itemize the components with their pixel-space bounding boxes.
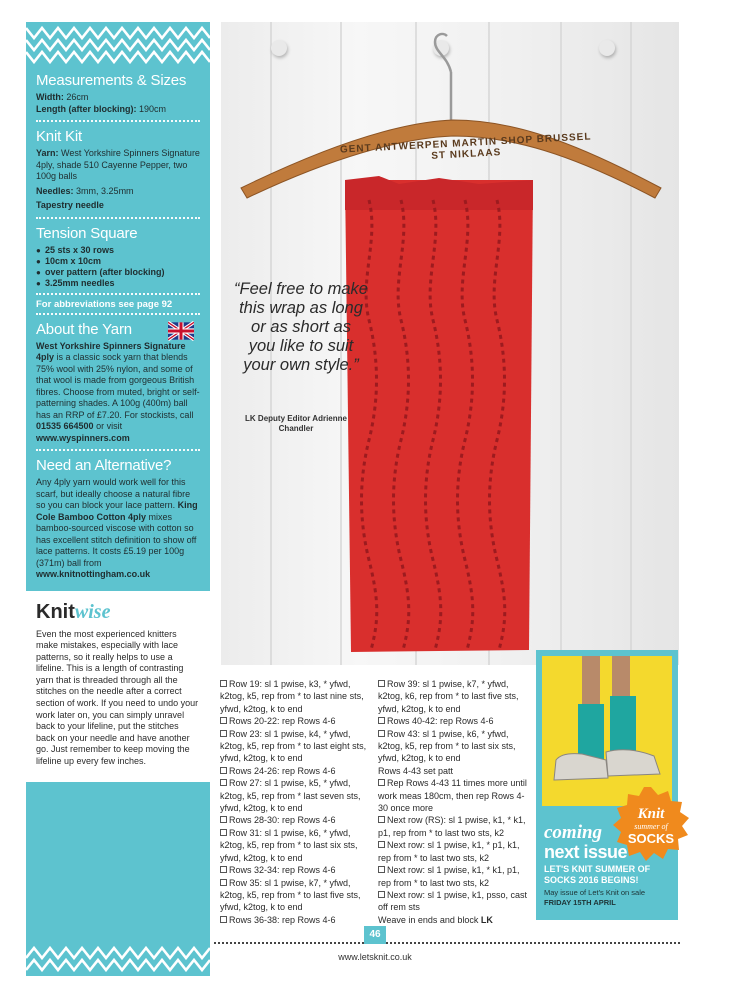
measurements-heading: Measurements & Sizes (36, 72, 187, 89)
alternative-description: mixes bamboo-sourced viscose with cotton so has excellent stitch definition to show off lace patterns. It costs £5.19 per 100g (371m) ball from (36, 511, 197, 568)
pattern-row-text: Rows 40-42: rep Rows 4-6 (387, 716, 494, 727)
length-value: 190cm (139, 103, 167, 114)
alternative-url-link[interactable]: www.knitnottingham.co.uk (36, 569, 151, 579)
sidebar-content (26, 72, 210, 782)
tapestry-label: Tapestry needle (36, 200, 104, 210)
about-yarn-text (36, 341, 200, 445)
pattern-row (378, 765, 530, 777)
tension-item: ● 10cm x 10cm (36, 256, 200, 267)
checkbox-icon[interactable] (220, 680, 227, 687)
tension-heading: Tension Square (36, 224, 138, 242)
checkbox-icon[interactable] (220, 866, 227, 873)
knit-kit-section (36, 128, 200, 219)
on-sale-date: FRIDAY 15TH APRIL (544, 897, 616, 907)
footer-dotted-line (214, 942, 680, 944)
pattern-row (378, 889, 530, 914)
pattern-instructions (220, 678, 540, 928)
width-line (36, 92, 200, 104)
quote-line: you like to suit (248, 337, 354, 355)
yarn-description: is a classic sock yarn that blends 75% wool with 25% nylon, and some of that wool is made from gorgeous British fibres. Choose from muted, bright or self-patterning shades. A 100g (400m) ball has an RRP of £7.20. For stockists, call (36, 352, 200, 420)
dotted-divider (36, 313, 200, 315)
quote-attribution: LK Deputy Editor Adrienne Chandler (245, 414, 347, 433)
pattern-row (378, 814, 530, 839)
pattern-row (220, 765, 372, 777)
on-sale-text: May issue of Let's Knit on sale (544, 888, 646, 897)
width-value: 26cm (66, 92, 89, 102)
checkbox-icon[interactable] (378, 717, 385, 724)
needles-label: Needles: (36, 185, 74, 196)
knitwise-title (36, 601, 200, 624)
red-lace-scarf (339, 170, 539, 660)
checkbox-icon[interactable] (220, 916, 227, 923)
checkbox-icon[interactable] (220, 717, 227, 724)
footer-url-link[interactable]: www.letsknit.co.uk (338, 952, 412, 962)
length-line (36, 104, 200, 116)
pattern-row-text: Next row: sl 1 pwise, k1, * p1, k1, rep from * to last two sts, k2 (378, 840, 520, 863)
pattern-row (220, 728, 372, 765)
finish-text: Weave in ends and block (378, 914, 479, 925)
quote-line: or as short as (251, 318, 351, 336)
yarn-label: Yarn: (36, 148, 59, 158)
hanger-brand-text: GENT ANTWERPEN MARTIN SHOP BRUSSEL ST NIKLAAS (339, 131, 592, 162)
pattern-row-text: Next row (RS): sl 1 pwise, k1, * k1, p1, rep from * to last two sts, k2 (378, 815, 526, 838)
checkbox-icon[interactable] (220, 779, 227, 786)
pattern-row (220, 678, 372, 715)
pattern-row (220, 777, 372, 814)
socks-photo (542, 656, 672, 806)
pattern-row-text: Rows 24-26: rep Rows 4-6 (229, 765, 336, 776)
tension-list (36, 245, 200, 289)
pattern-column-right (378, 678, 530, 926)
pattern-row-text: Row 35: sl 1 pwise, k7, * yfwd, k2tog, k5, rep from * to last five sts, yfwd, k2tog, k to end (220, 877, 361, 913)
quote-line: this wrap as long (239, 299, 363, 317)
pattern-row (378, 678, 530, 715)
tension-item: ● 3.25mm needles (36, 278, 200, 289)
pattern-row-text: Rep Rows 4-43 11 times more until work meas 180cm, then rep Rows 4-30 once more (378, 778, 527, 814)
checkbox-icon[interactable] (378, 891, 385, 898)
pattern-row (220, 827, 372, 864)
needles-line (36, 186, 200, 198)
checkbox-icon[interactable] (220, 816, 227, 823)
width-label: Width: (36, 92, 64, 102)
knitwise-text: Even the most experienced knitters make mistakes, especially with lace patterns, so it really helps to use a lifeline. This is a length of contrasting yarn that is threaded through all the stitches on the needle after a correct section of work. If you need to undo your work later on, you can simply unravel back to your lifeline, put the stitches back on your needle and have another go. Just remember to keep moving the lifeline up every few inches. (36, 628, 199, 767)
dotted-divider (36, 217, 200, 219)
pattern-row (378, 839, 530, 864)
checkbox-icon[interactable] (378, 866, 385, 873)
alternative-text (36, 477, 200, 581)
knitwise-title-knit: Knit (36, 600, 75, 623)
measurements-section (36, 72, 200, 122)
page-number: 46 (364, 926, 386, 944)
next-issue-sub (544, 888, 674, 907)
tapestry-line (36, 200, 200, 212)
badge-sub: summer of (634, 822, 668, 831)
info-sidebar (26, 22, 210, 976)
pattern-row-text: Next row: sl 1 pwise, k1, * k1, p1, rep from * to last two sts, k2 (378, 865, 520, 888)
yarn-name: West Yorkshire Spinners Signature 4ply (36, 340, 186, 362)
tension-item: ● 25 sts x 30 rows (36, 245, 200, 256)
yarn-value: West Yorkshire Spinners Signature 4ply, shade 510 Cayenne Pepper, two 100g balls (36, 148, 200, 181)
dotted-divider (36, 449, 200, 451)
pattern-row (220, 715, 372, 727)
knit-kit-heading: Knit Kit (36, 128, 82, 145)
checkbox-icon[interactable] (378, 730, 385, 737)
pattern-row (378, 728, 530, 765)
pattern-row-text: Row 39: sl 1 pwise, k7, * yfwd, k2tog, k6, rep from * to last five sts, yfwd, k2tog, k to end (378, 679, 519, 714)
scarf-photo (221, 22, 679, 665)
badge-title: Knit (637, 806, 665, 822)
pattern-row-text: Row 43: sl 1 pwise, k6, * yfwd, k2tog, k5, rep from * to last six sts, yfwd, k2tog, k to end (378, 728, 516, 764)
finish-signoff: LK (480, 914, 493, 925)
tension-item: ● over pattern (after blocking) (36, 267, 200, 278)
checkbox-icon[interactable] (220, 829, 227, 836)
knit-pattern-border-bottom (26, 932, 210, 976)
coming-label: coming (544, 822, 603, 843)
next-issue-promo[interactable] (536, 650, 678, 920)
next-issue-label: next issue (544, 842, 628, 862)
checkbox-icon[interactable] (378, 680, 385, 687)
pattern-row-text: Rows 20-22: rep Rows 4-6 (229, 716, 336, 727)
pattern-row-text: Row 27: sl 1 pwise, k5, * yfwd, k2tog, k5, rep from * last seven sts, yfwd, k2tog, k to end (220, 778, 361, 814)
checkbox-icon[interactable] (220, 879, 227, 886)
pattern-row (220, 864, 372, 876)
pattern-row-text: Row 31: sl 1 pwise, k6, * yfwd, k2tog, k5, rep from * to last six sts, yfwd, k2tog, k to end (220, 827, 358, 863)
knitwise-tip-box (26, 591, 210, 782)
about-yarn-section (36, 321, 200, 452)
alternative-intro: Any 4ply yarn would work well for this scarf, but ideally choose a natural fibre so you can block your lace pattern. (36, 477, 191, 510)
checkbox-icon[interactable] (378, 841, 385, 848)
checkbox-icon[interactable] (378, 816, 385, 823)
yarn-line (36, 148, 200, 183)
length-label: Length (after blocking): (36, 103, 137, 114)
pattern-row (220, 814, 372, 826)
summer-of-socks-badge-icon (612, 786, 690, 864)
or-visit-text: or visit (96, 421, 123, 431)
pattern-row (378, 777, 530, 814)
checkbox-icon[interactable] (378, 779, 385, 786)
stockist-phone: 01535 664500 (36, 421, 94, 431)
tension-section (36, 225, 200, 315)
union-jack-flag-icon (168, 321, 194, 341)
stockist-url-link[interactable]: www.wyspinners.com (36, 432, 130, 443)
alternative-heading: Need an Alternative? (36, 457, 172, 474)
dotted-divider (36, 293, 200, 295)
pattern-row (378, 715, 530, 727)
pattern-row (378, 864, 530, 889)
pattern-row (220, 877, 372, 914)
checkbox-icon[interactable] (220, 730, 227, 737)
quote-line: “Feel free to make (234, 280, 368, 298)
pattern-row (220, 914, 372, 926)
knitwise-title-wise: wise (74, 600, 111, 623)
pattern-row-text: Next row: sl 1 pwise, k1, psso, cast off rem sts (378, 889, 528, 913)
badge-big: SOCKS (627, 831, 675, 846)
needles-value: 3mm, 3.25mm (76, 185, 134, 196)
pattern-row-text: Rows 28-30: rep Rows 4-6 (229, 815, 336, 826)
alternative-section (36, 457, 200, 581)
pattern-finish (378, 914, 530, 926)
next-issue-headline: LET'S KNIT SUMMER OF SOCKS 2016 BEGINS! (544, 864, 651, 885)
checkbox-icon[interactable] (220, 767, 227, 774)
editor-quote (231, 280, 371, 375)
abbreviations-note: For abbreviations see page 92 (36, 298, 173, 310)
about-yarn-heading: About the Yarn (36, 320, 132, 338)
dotted-divider (36, 120, 200, 122)
alternative-yarn-name: King Cole Bamboo Cotton 4ply (36, 500, 198, 522)
pattern-row-text: Rows 4-43 set patt (378, 765, 454, 776)
pattern-row-text: Rows 32-34: rep Rows 4-6 (229, 865, 336, 876)
quote-line: your own style.” (243, 356, 359, 374)
knit-pattern-border-top (26, 22, 210, 66)
pattern-row-text: Row 19: sl 1 pwise, k3, * yfwd, k2tog, k5, rep from * to last nine sts, yfwd, k2tog, k to end (220, 679, 364, 714)
pattern-column-left (220, 678, 372, 926)
pattern-row-text: Rows 36-38: rep Rows 4-6 (229, 914, 336, 925)
pattern-row-text: Row 23: sl 1 pwise, k4, * yfwd, k2tog, k5, rep from * to last eight sts, yfwd, k2tog, k to end (220, 728, 367, 764)
